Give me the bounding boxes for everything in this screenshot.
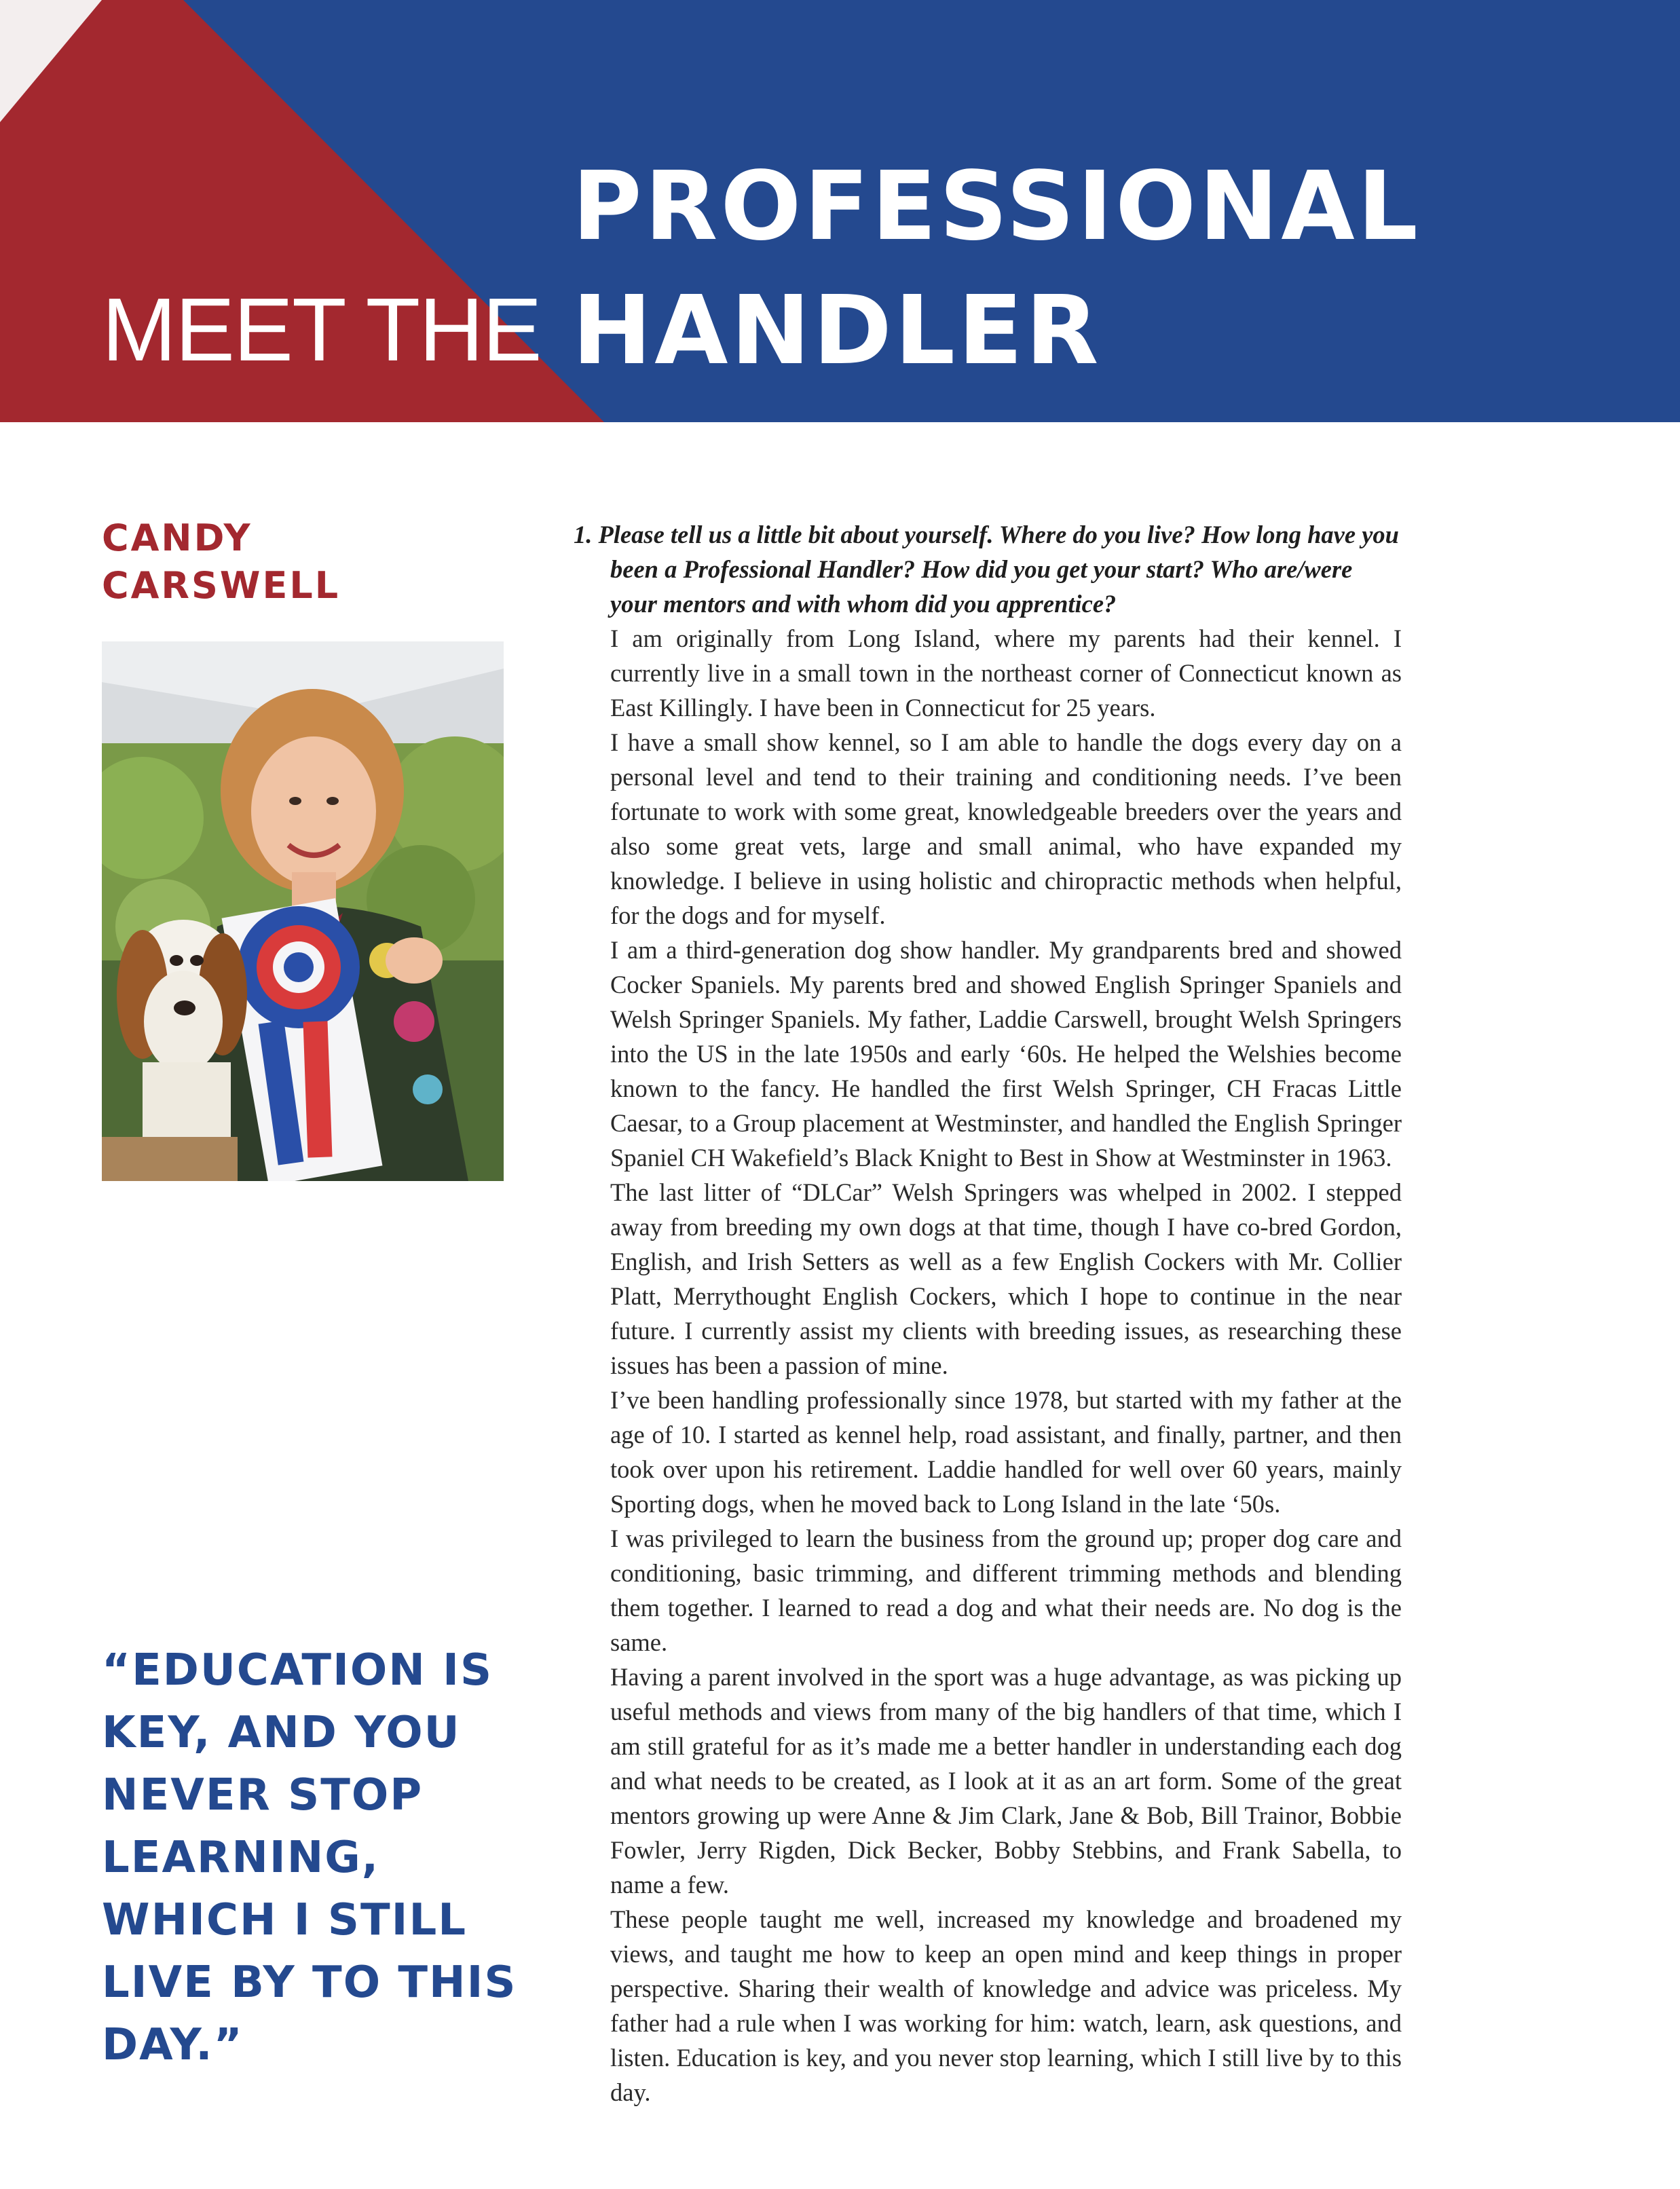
- answer-paragraph: I’ve been handling professionally since 1978, but started with my father at the age of 10. I started as kennel help, road assistant, and finally, partner, and then took over upon his retirement. Laddie handled for well over 60 years, mainly Sporting dogs, when he moved back to Long Island in the late ‘50s.: [610, 1386, 1402, 1518]
- handler-last-name: CARSWELL: [102, 564, 341, 607]
- handler-first-name: CANDY: [102, 517, 253, 559]
- handler-name: [102, 514, 482, 610]
- header-kicker: MEET THE: [102, 280, 541, 379]
- answer-paragraph: Having a parent involved in the sport was a huge advantage, as was picking up useful methods and views from many of the big handlers of that time, which I am still grateful for as it’s made me a better handler in understanding each dog and what needs to be created, as I look at it as an art form. Some of the great mentors growing up were Anne & Jim Clark, Jane & Bob, Bill Trainor, Bobbie Fowler, Jerry Rigden, Dick Becker, Bobby Stebbins, and Frank Sabella, to name a few.: [610, 1663, 1402, 1898]
- article-body: [574, 517, 1402, 2110]
- header-banner: [0, 0, 1680, 422]
- answer-paragraph: These people taught me well, increased my knowledge and broadened my views, and taught me how to keep an open mind and keep things in proper perspective. Sharing their wealth of knowledge and advice was priceless. My father had a rule when I was working for him: watch, learn, ask questions, and listen. Education is key, and you never stop learning, which I still live by to this day.: [610, 1905, 1402, 2106]
- answer-paragraph: The last litter of “DLCar” Welsh Springers was whelped in 2002. I stepped away from breeding my own dogs at that time, though I have co-bred Gordon, English, and Irish Setters as well as a few English Cockers with Mr. Collier Platt, Merrythought English Cockers, which I hope to continue in the near future. I currently assist my clients with breeding issues, as researching these issues has been a passion of mine.: [610, 1178, 1402, 1379]
- answer-paragraph: I am a third-generation dog show handler. My grandparents bred and showed Cocker Spaniels. My parents bred and showed English Springer Spaniels and Welsh Springer Spaniels. My father, Laddie Carswell, brought Welsh Springers into the US in the late 1950s and early ‘60s. He helped the Welshies become known to the fancy. He handled the first Welsh Springer, CH Fracas Little Caesar, to a Group placement at Westminster, and handled the English Springer Spaniel CH Wakefield’s Black Knight to Best in Show at Westminster in 1963.: [610, 936, 1402, 1172]
- answer-paragraph: I am originally from Long Island, where my parents had their kennel. I currently live in a small town in the northeast corner of Connecticut known as East Killingly. I have been in Connecticut for 25 years.: [610, 624, 1402, 722]
- answer-paragraph: I have a small show kennel, so I am able to handle the dogs every day on a personal level and tend to their training and conditioning needs. I’ve been fortunate to work with some great, knowledgeable breeders over the years and also some great vets, large and small animal, who have expanded my knowledge. I believe in using holistic and chiropractic methods when helpful, for the dogs and for myself.: [610, 728, 1402, 929]
- answer-paragraph: I was privileged to learn the business from the ground up; proper dog care and conditioning, basic trimming, and different trimming methods and blending them together. I learned to read a dog and what their needs are. No dog is the same.: [610, 1524, 1402, 1656]
- header-title-line2: HANDLER: [572, 276, 1102, 386]
- pull-quote: “EDUCATION IS KEY, AND YOU NEVER STOP LEARNING, WHICH I STILL LIVE BY TO THIS DAY.”: [102, 1645, 517, 2070]
- handler-photo: [102, 641, 504, 1181]
- interview-question: 1. Please tell us a little bit about yourself. Where do you live? How long have you been a Professional Handler? How did you get your start? Who are/were your mentors and with whom did you apprentice?: [574, 521, 1399, 618]
- handler-photo-illustration: [102, 641, 504, 1181]
- header-title-line1: PROFESSIONAL: [572, 151, 1421, 262]
